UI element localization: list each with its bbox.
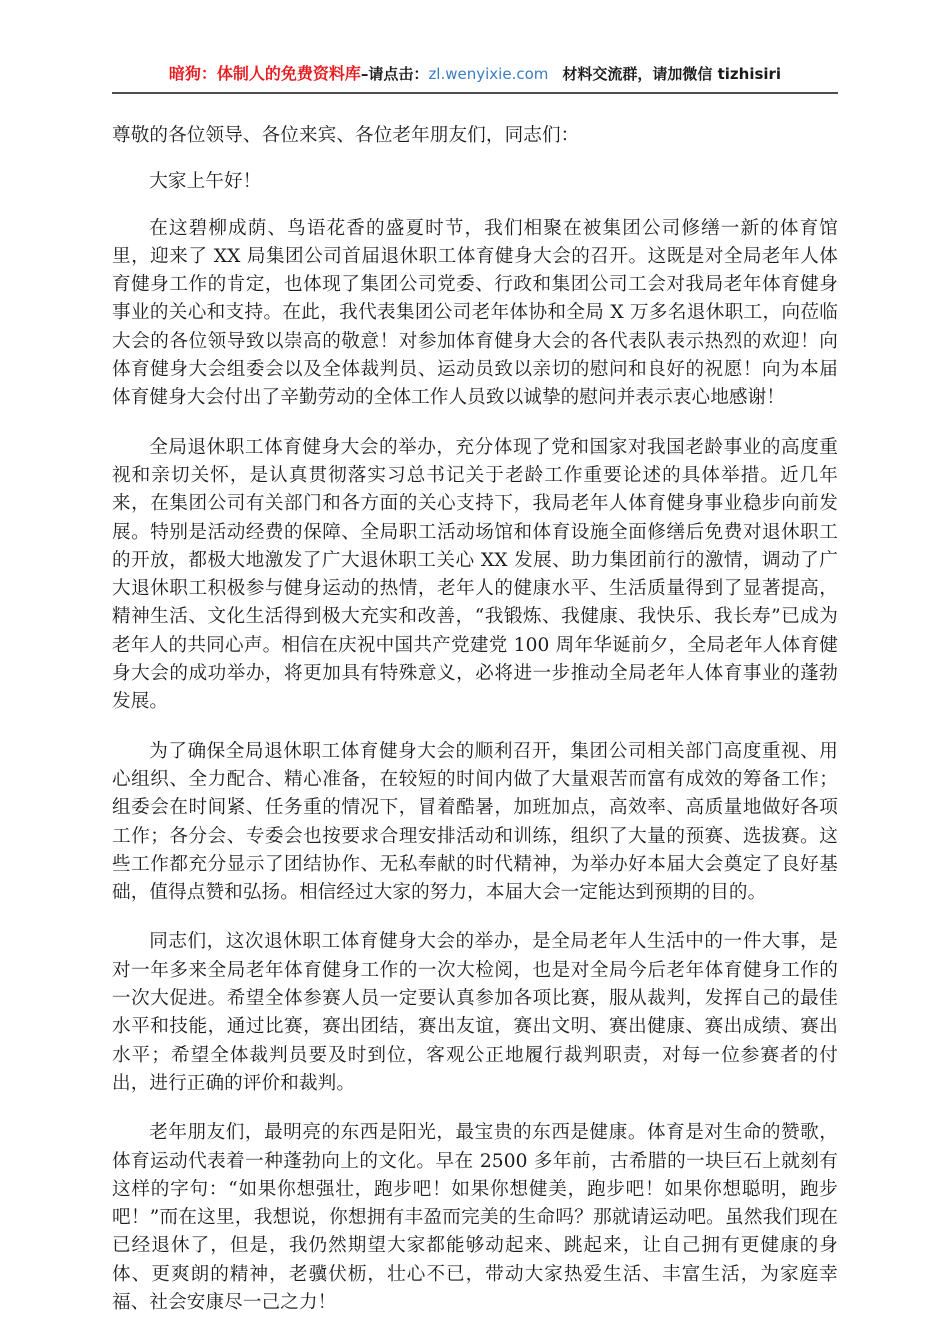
body-paragraph-3: 为了确保全局退休职工体育健身大会的顺利召开，集团公司相关部门高度重视、用心组织、全力配合、精心准备，在较短的时间内做了大量艰苦而富有成效的筹备工作；组委会在时间紧、任务重的情况下，冒着酷暑，加班加点，高效率、高质量地做好各项工作；各分会、专委会也按要求合理安排活动和训练，组织了大量的预赛、选拔赛。这些工作都充分显示了团结协作、无私奉献的时代精神，为举办好本届大会奠定了良好基础，值得点赞和弘扬。相信经过大家的努力，本届大会一定能达到预期的目的。 xyxy=(112,740,838,904)
body-paragraph-4: 同志们，这次退休职工体育健身大会的举办，是全局老年人生活中的一件大事，是对一年多来全局老年体育健身工作的一次大检阅，也是对全局今后老年体育健身工作的一次大促进。希望全体参赛人员一定要认真参加各项比赛，服从裁判，发挥自己的最佳水平和技能，通过比赛，赛出团结，赛出友谊，赛出文明、赛出健康、赛出成绩、赛出水平；希望全体裁判员要及时到位，客观公正地履行裁判职责，对每一位参赛者的付出，进行正确的评价和裁判。 xyxy=(112,931,838,1094)
promo-link[interactable]: zl.wenyixie.com xyxy=(428,65,549,83)
greeting-paragraph: 大家上午好！ xyxy=(149,171,262,193)
body-paragraph-5: 老年朋友们，最明亮的东西是阳光，最宝贵的东西是健康。体育是对生命的赞歌，体育运动代表着一种蓬勃向上的文化。早在 2500 多年前，古希腊的一块巨石上就刻有这样的字句：“如果你想强壮，跑步吧！如果你想健美，跑步吧！如果你想聪明，跑步吧！”而在这里，我想说，你想拥有丰盈而完美的生命吗？那就请运动吧。虽然我们现在已经退休了，但是，我仍然期望大家都能够动起来、跳起来，让自己拥有更健康的身体、更爽朗的精神，老骥伏枥，壮心不已，带动大家热爱生活、丰富生活，为家庭幸福、社会安康尽一己之力！ xyxy=(112,1122,838,1313)
body-paragraph-2: 全局退休职工体育健身大会的举办，充分体现了党和国家对我国老龄事业的高度重视和亲切关怀，是认真贯彻落实习总书记关于老龄工作重要论述的具体举措。近几年来，在集团公司有关部门和各方面的关心支持下，我局老年人体育健身事业稳步向前发展。特别是活动经费的保障、全局职工活动场馆和体育设施全面修缮后免费对退休职工的开放，都极大地激发了广大退休职工关心 XX 发展、助力集团前行的激情，调动了广大退休职工积极参与健身运动的热情，老年人的健康水平、生活质量得到了显著提高，精神生活、文化生活得到极大充实和改善，“我锻炼、我健康、我快乐、我长寿”已成为老年人的共同心声。相信在庆祝中国共产党建党 100 周年华诞前夕，全局老年人体育健身大会的成功举办，将更加具有特殊意义，必将进一步推动全局老年人体育事业的蓬勃发展。 xyxy=(112,436,838,713)
promo-banner-content xyxy=(169,62,781,86)
promo-banner xyxy=(112,62,838,92)
salutation-paragraph: 尊敬的各位领导、各位来宾、各位老年朋友们，同志们： xyxy=(112,125,580,146)
promo-click-prompt: –请点击： xyxy=(360,65,429,83)
header-divider xyxy=(112,92,838,94)
body-paragraph-1: 在这碧柳成荫、鸟语花香的盛夏时节，我们相聚在被集团公司修缮一新的体育馆里，迎来了 XX 局集团公司首届退休职工体育健身大会的召开。这既是对全局老年人体育健身工作的肯定，也体现了集团公司党委、行政和集团公司工会对我局老年体育健身事业的关心和支持。在此，我代表集团公司老年体协和全局 X 万多名退休职工，向莅临大会的各位领导致以崇高的敬意！对参加体育健身大会的各代表队表示热烈的欢迎！向体育健身大会组委会以及全体裁判员、运动员致以亲切的慰问和良好的祝愿！向为本届体育健身大会付出了辛勤劳动的全体工作人员致以诚挚的慰问并表示衷心地感谢！ xyxy=(112,217,838,409)
promo-wechat-note: 材料交流群，请加微信 tizhisiri xyxy=(562,65,782,83)
document-body xyxy=(112,122,838,1317)
promo-site-name: 暗狗：体制人的免费资料库 xyxy=(168,64,361,83)
